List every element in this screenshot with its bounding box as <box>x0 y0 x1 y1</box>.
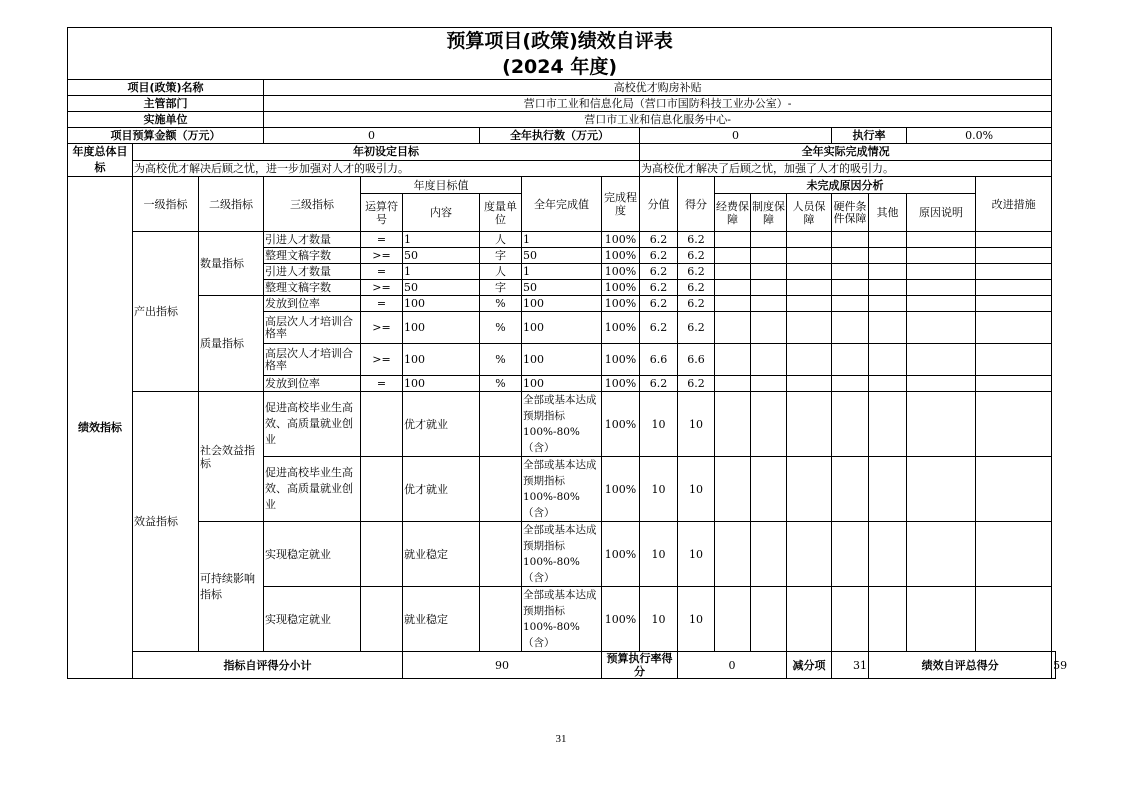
total-value: 59 <box>1052 652 1056 679</box>
row-done: 50 <box>522 248 602 264</box>
project-name-label: 项目(政策)名称 <box>68 80 264 96</box>
page-subtitle: (2024 年度) <box>68 54 1052 80</box>
row-value: 6.2 <box>640 232 678 248</box>
dept-label: 主管部门 <box>68 96 264 112</box>
row-op: >= <box>361 312 403 344</box>
budget-score-label: 预算执行率得分 <box>602 652 678 679</box>
reason-fund-header: 经费保障 <box>715 194 751 232</box>
row-value: 10 <box>640 392 678 457</box>
row-name: 促进高校毕业生高效、高质量就业创业 <box>264 457 361 522</box>
group-quantity: 数量指标 <box>199 232 264 296</box>
improve-header: 改进措施 <box>976 177 1052 232</box>
total-label: 绩效自评总得分 <box>869 652 1052 679</box>
row-unit: % <box>480 296 522 312</box>
row-value: 6.2 <box>640 312 678 344</box>
reason-staff-header: 人员保障 <box>787 194 832 232</box>
row-score: 6.6 <box>678 344 715 376</box>
row-op: = <box>361 232 403 248</box>
row-done: 全部或基本达成预期指标100%-80%（含） <box>522 587 602 652</box>
row-score: 10 <box>678 587 715 652</box>
row-degree: 100% <box>602 392 640 457</box>
group-output: 产出指标 <box>133 232 199 392</box>
l2-header: 二级指标 <box>199 177 264 232</box>
row-unit: 人 <box>480 232 522 248</box>
row-unit <box>480 587 522 652</box>
row-unit <box>480 522 522 587</box>
l3-header: 三级指标 <box>264 177 361 232</box>
row-name: 引进人才数量 <box>264 264 361 280</box>
row-op: >= <box>361 344 403 376</box>
op-header: 运算符号 <box>361 194 403 232</box>
row-score: 6.2 <box>678 264 715 280</box>
page-title: 预算项目(政策)绩效自评表 <box>68 28 1052 55</box>
row-unit: 人 <box>480 264 522 280</box>
row-content: 100 <box>403 376 480 392</box>
row-name: 整理文稿字数 <box>264 280 361 296</box>
goal-initial: 为高校优才解决后顾之忧，进一步加强对人才的吸引力。 <box>133 160 640 177</box>
row-done: 全部或基本达成预期指标100%-80%（含） <box>522 457 602 522</box>
row-degree: 100% <box>602 376 640 392</box>
row-op: = <box>361 264 403 280</box>
row-degree: 100% <box>602 457 640 522</box>
budget-label: 项目预算金额（万元） <box>68 128 264 144</box>
row-content: 优才就业 <box>403 392 480 457</box>
goal-label: 年度总体目标 <box>68 144 133 177</box>
row-unit <box>480 392 522 457</box>
deduct-label: 减分项 <box>787 652 832 679</box>
row-unit: % <box>480 376 522 392</box>
row-name: 整理文稿字数 <box>264 248 361 264</box>
row-unit: % <box>480 344 522 376</box>
row-content: 50 <box>403 248 480 264</box>
unit-header: 度量单位 <box>480 194 522 232</box>
impl-value: 营口市工业和信息化服务中心- <box>264 112 1052 128</box>
row-value: 10 <box>640 457 678 522</box>
row-name: 发放到位率 <box>264 296 361 312</box>
row-content: 1 <box>403 264 480 280</box>
row-degree: 100% <box>602 248 640 264</box>
row-done: 1 <box>522 232 602 248</box>
degree-header: 完成程度 <box>602 177 640 232</box>
row-value: 10 <box>640 522 678 587</box>
row-content: 就业稳定 <box>403 587 480 652</box>
budget-value: 0 <box>264 128 480 144</box>
row-done: 100 <box>522 344 602 376</box>
row-score: 10 <box>678 522 715 587</box>
row-score: 6.2 <box>678 248 715 264</box>
row-value: 6.2 <box>640 376 678 392</box>
row-degree: 100% <box>602 587 640 652</box>
row-done: 1 <box>522 264 602 280</box>
row-op: = <box>361 296 403 312</box>
group-benefit: 效益指标 <box>133 392 199 652</box>
row-content: 优才就业 <box>403 457 480 522</box>
goal-actual: 为高校优才解决了后顾之忧，加强了人才的吸引力。 <box>640 160 1052 177</box>
row-op <box>361 587 403 652</box>
row-name: 实现稳定就业 <box>264 522 361 587</box>
rate-label: 执行率 <box>832 128 907 144</box>
row-score: 10 <box>678 457 715 522</box>
row-unit: % <box>480 312 522 344</box>
group-social: 社会效益指标 <box>199 392 264 522</box>
row-content: 就业稳定 <box>403 522 480 587</box>
goal-initial-label: 年初设定目标 <box>133 144 640 161</box>
row-content: 1 <box>403 232 480 248</box>
rate-value: 0.0% <box>907 128 1052 144</box>
row-content: 50 <box>403 280 480 296</box>
budget-score-value: 0 <box>678 652 787 679</box>
row-done: 100 <box>522 312 602 344</box>
row-score: 6.2 <box>678 376 715 392</box>
subtotal-label: 指标自评得分小计 <box>133 652 403 679</box>
row-value: 6.2 <box>640 280 678 296</box>
exec-value: 0 <box>640 128 832 144</box>
row-value: 10 <box>640 587 678 652</box>
row-done: 100 <box>522 296 602 312</box>
perf-label: 绩效指标 <box>68 177 133 679</box>
reason-analysis-header: 未完成原因分析 <box>715 177 976 194</box>
score-header: 得分 <box>678 177 715 232</box>
row-op <box>361 392 403 457</box>
row-done: 100 <box>522 376 602 392</box>
row-content: 100 <box>403 296 480 312</box>
row-degree: 100% <box>602 232 640 248</box>
row-op <box>361 457 403 522</box>
row-content: 100 <box>403 344 480 376</box>
row-score: 6.2 <box>678 232 715 248</box>
row-done: 50 <box>522 280 602 296</box>
row-degree: 100% <box>602 280 640 296</box>
row-value: 6.6 <box>640 344 678 376</box>
deduct-value: 31 <box>832 652 869 679</box>
impl-label: 实施单位 <box>68 112 264 128</box>
row-value: 6.2 <box>640 296 678 312</box>
page-number: 31 <box>555 733 567 745</box>
row-op <box>361 522 403 587</box>
score-value-header: 分值 <box>640 177 678 232</box>
reason-hardware-header: 硬件条件保障 <box>832 194 869 232</box>
row-name: 实现稳定就业 <box>264 587 361 652</box>
row-content: 100 <box>403 312 480 344</box>
reason-other-header: 其他 <box>869 194 907 232</box>
exec-label: 全年执行数（万元） <box>480 128 640 144</box>
row-unit: 字 <box>480 248 522 264</box>
row-value: 6.2 <box>640 248 678 264</box>
row-name: 高层次人才培训合格率 <box>264 312 361 344</box>
goal-actual-label: 全年实际完成情况 <box>640 144 1052 161</box>
row-unit: 字 <box>480 280 522 296</box>
l1-header: 一级指标 <box>133 177 199 232</box>
row-degree: 100% <box>602 522 640 587</box>
done-value-header: 全年完成值 <box>522 177 602 232</box>
row-score: 6.2 <box>678 296 715 312</box>
row-score: 6.2 <box>678 312 715 344</box>
group-sustain: 可持续影响指标 <box>199 522 264 652</box>
row-name: 引进人才数量 <box>264 232 361 248</box>
reason-explain-header: 原因说明 <box>907 194 976 232</box>
project-name: 高校优才购房补贴 <box>264 80 1052 96</box>
row-degree: 100% <box>602 344 640 376</box>
row-name: 促进高校毕业生高效、高质量就业创业 <box>264 392 361 457</box>
annual-target-header: 年度目标值 <box>361 177 522 194</box>
row-op: >= <box>361 280 403 296</box>
content-header: 内容 <box>403 194 480 232</box>
row-degree: 100% <box>602 264 640 280</box>
subtotal-value: 90 <box>403 652 602 679</box>
row-degree: 100% <box>602 312 640 344</box>
row-value: 6.2 <box>640 264 678 280</box>
row-done: 全部或基本达成预期指标100%-80%（含） <box>522 392 602 457</box>
row-unit <box>480 457 522 522</box>
row-score: 10 <box>678 392 715 457</box>
dept-value: 营口市工业和信息化局（营口市国防科技工业办公室）- <box>264 96 1052 112</box>
row-op: >= <box>361 248 403 264</box>
row-score: 6.2 <box>678 280 715 296</box>
row-degree: 100% <box>602 296 640 312</box>
row-done: 全部或基本达成预期指标100%-80%（含） <box>522 522 602 587</box>
row-name: 高层次人才培训合格率 <box>264 344 361 376</box>
group-quality: 质量指标 <box>199 296 264 392</box>
row-name: 发放到位率 <box>264 376 361 392</box>
performance-table <box>67 27 1068 679</box>
reason-system-header: 制度保障 <box>751 194 787 232</box>
row-op: = <box>361 376 403 392</box>
